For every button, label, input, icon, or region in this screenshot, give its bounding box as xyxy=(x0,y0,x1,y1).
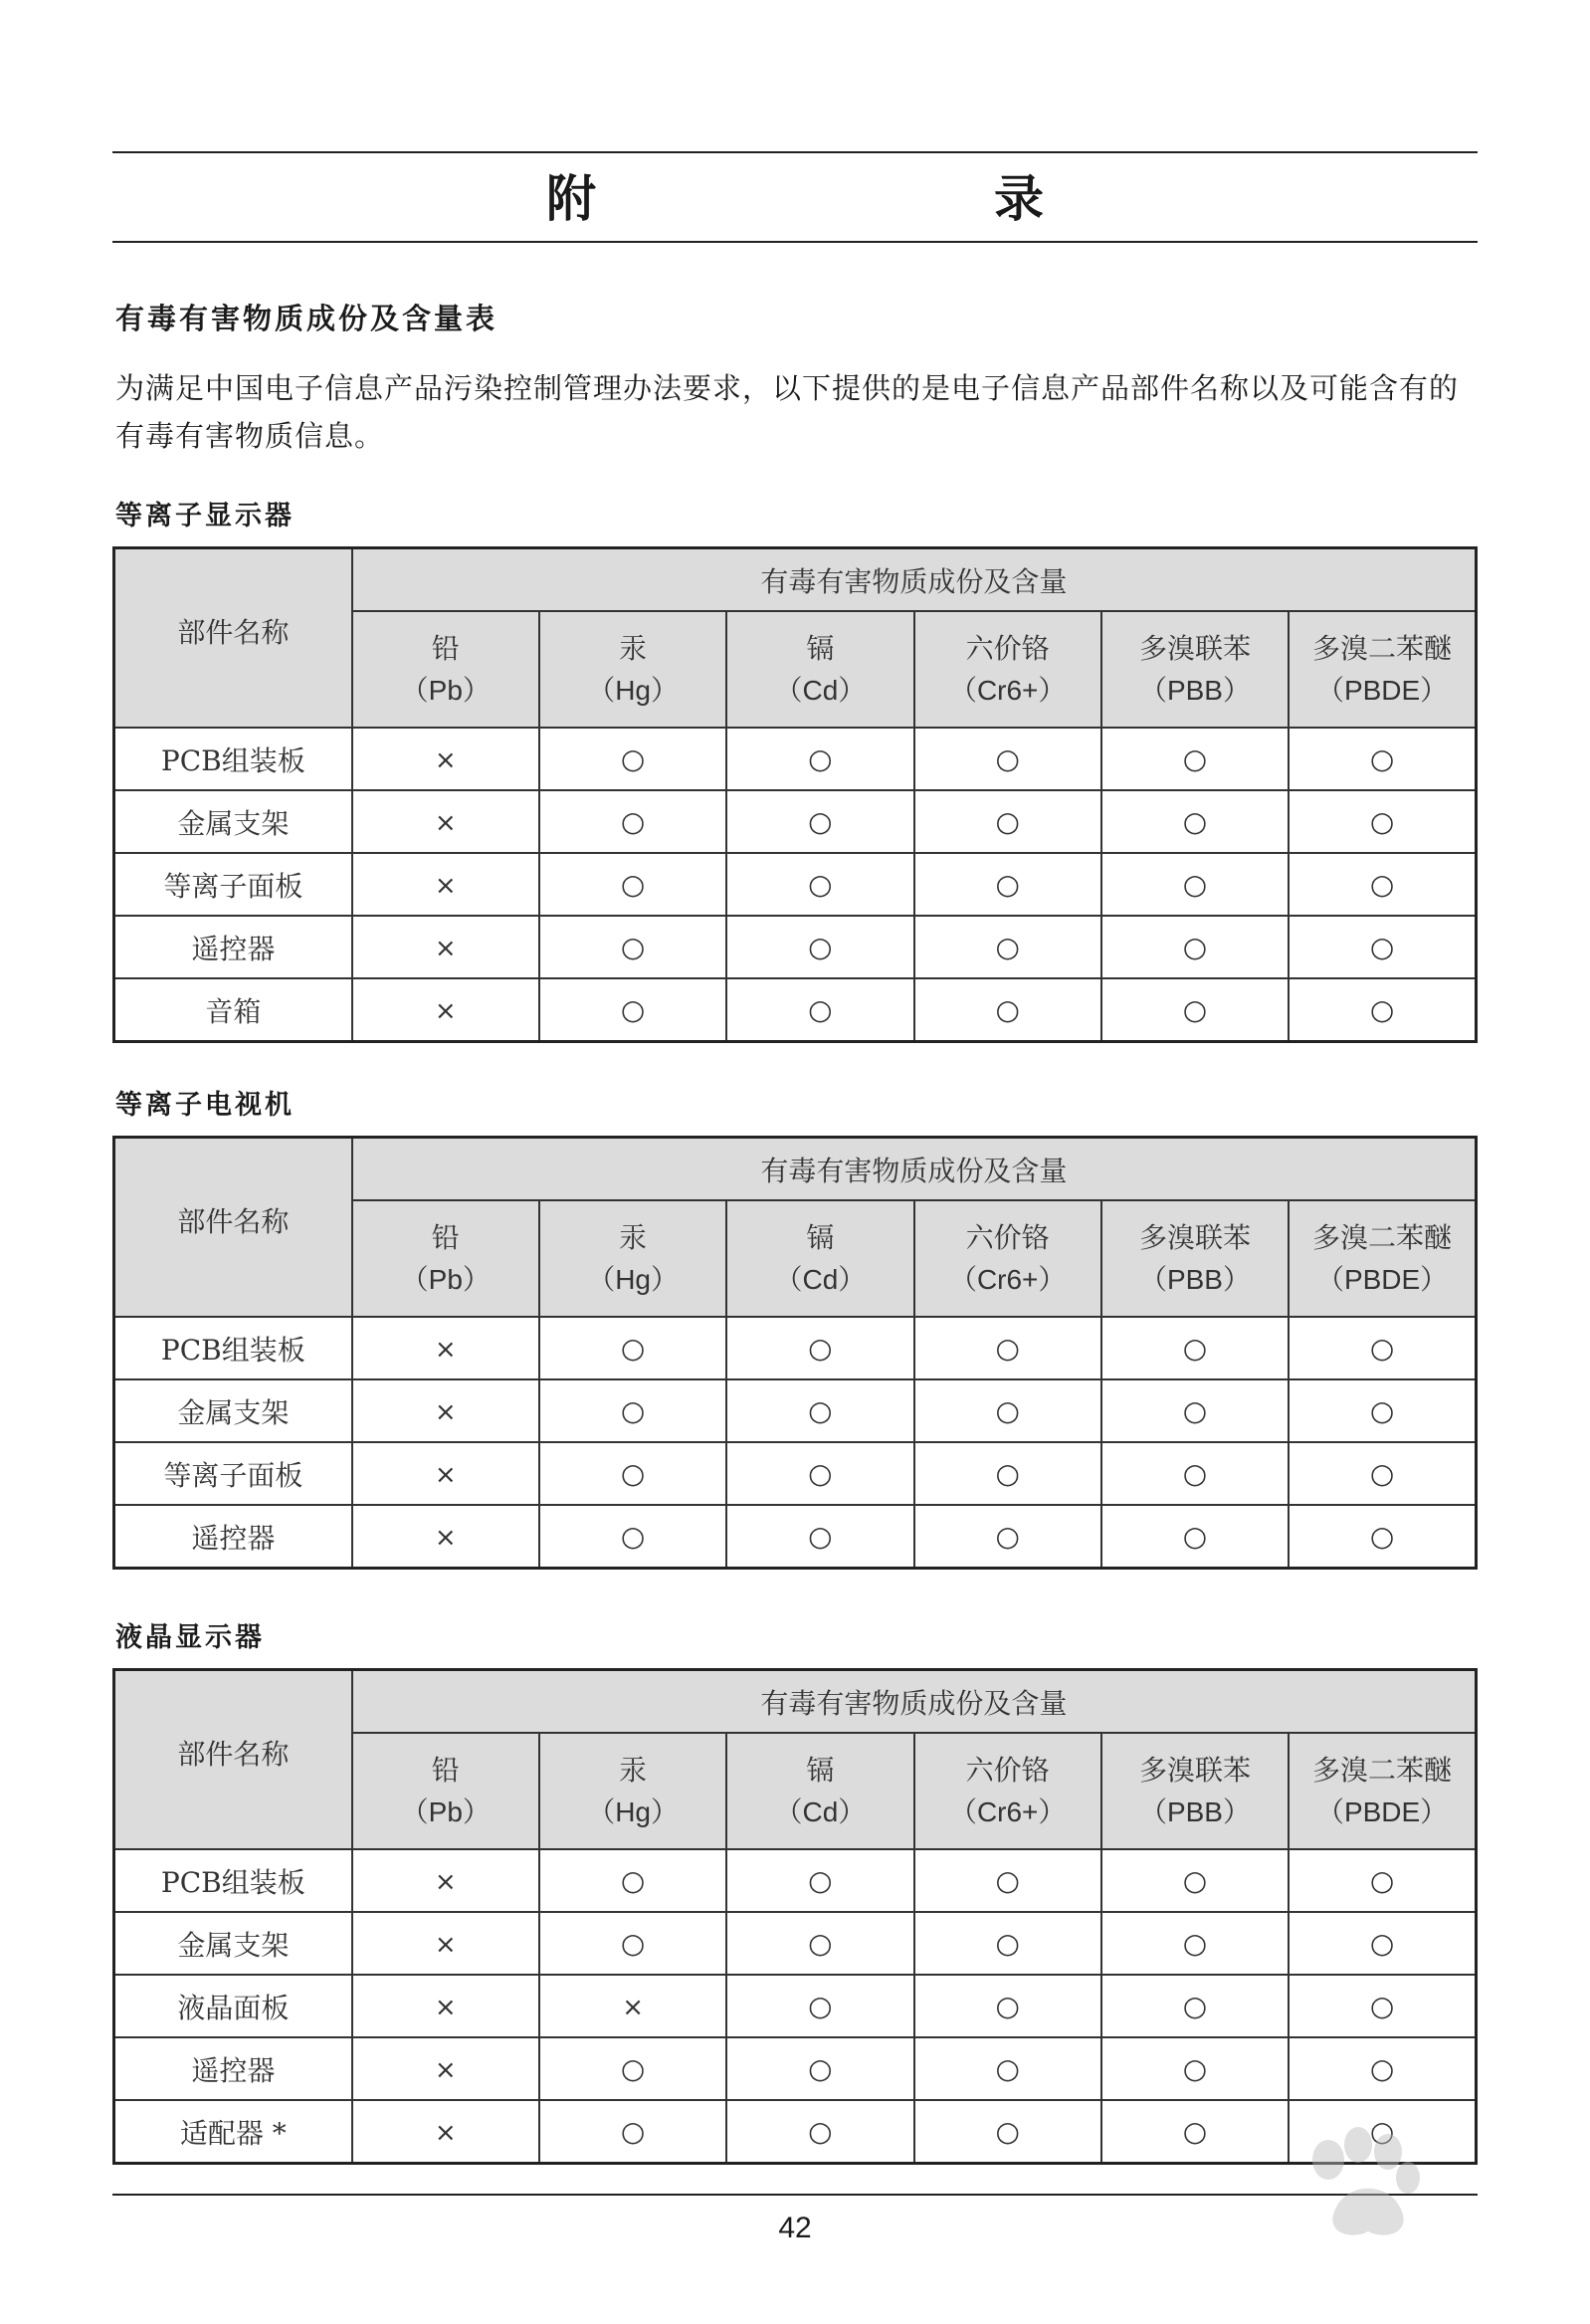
substance-name: 多溴二苯醚 xyxy=(1312,631,1453,665)
within-limit-mark xyxy=(914,790,1101,853)
substance-header xyxy=(914,1733,1101,1849)
within-limit-mark xyxy=(914,1912,1101,1975)
cross-icon: × xyxy=(434,2055,457,2085)
table-row xyxy=(114,1379,1477,1442)
circle-icon: ○ xyxy=(808,1332,833,1365)
within-limit-mark xyxy=(1101,1317,1289,1379)
circle-icon: ○ xyxy=(620,1864,646,1897)
substance-formula: （Hg） xyxy=(587,1796,679,1827)
cross-icon: × xyxy=(434,934,457,963)
substance-formula: （Pb） xyxy=(400,1796,491,1827)
circle-icon: ○ xyxy=(620,931,646,963)
substance-name: 多溴联苯 xyxy=(1138,631,1251,665)
table-row xyxy=(114,728,1477,790)
circle-icon: ○ xyxy=(995,1864,1020,1897)
part-name-header: 部件名称 xyxy=(114,548,352,729)
substance-name: 镉 xyxy=(806,631,835,665)
within-limit-mark xyxy=(539,1912,726,1975)
substance-formula: （PBDE） xyxy=(1315,674,1449,706)
substance-name: 镉 xyxy=(806,1220,835,1254)
substance-formula: （Hg） xyxy=(587,1263,679,1295)
within-limit-mark xyxy=(726,916,913,978)
cross-icon: × xyxy=(434,808,457,838)
cross-icon: × xyxy=(434,871,457,901)
cross-icon: × xyxy=(434,1993,457,2022)
circle-icon: ○ xyxy=(1182,1394,1208,1427)
circle-icon: ○ xyxy=(620,1520,646,1553)
cross-icon: × xyxy=(434,1397,457,1427)
part-name-cell: 等离子面板 xyxy=(114,853,352,916)
circle-icon: ○ xyxy=(808,1520,833,1553)
table-row xyxy=(114,1442,1477,1505)
substance-formula: （PBB） xyxy=(1138,1263,1251,1295)
circle-icon: ○ xyxy=(808,1864,833,1897)
circle-icon: ○ xyxy=(995,1520,1020,1553)
circle-icon: ○ xyxy=(620,868,646,901)
cross-icon: × xyxy=(434,2118,457,2148)
circle-icon: ○ xyxy=(995,1990,1020,2022)
part-name-cell: 音箱 xyxy=(114,978,352,1042)
part-name-cell: PCB组装板 xyxy=(114,728,352,790)
within-limit-mark xyxy=(726,2037,913,2100)
exceeds-limit-mark xyxy=(352,1317,539,1379)
circle-icon: ○ xyxy=(1369,931,1395,963)
within-limit-mark xyxy=(1101,853,1289,916)
exceeds-limit-mark xyxy=(352,1975,539,2037)
hazard-table-plasma-tv xyxy=(112,1136,1478,1570)
circle-icon: ○ xyxy=(1182,2052,1208,2085)
within-limit-mark xyxy=(914,2037,1101,2100)
within-limit-mark xyxy=(1101,1442,1289,1505)
circle-icon: ○ xyxy=(808,1457,833,1490)
substance-formula: （Hg） xyxy=(587,674,679,706)
part-name-cell: 等离子面板 xyxy=(114,1442,352,1505)
intro-paragraph: 为满足中国电子信息产品污染控制管理办法要求，以下提供的是电子信息产品部件名称以及可能含有的有毒有害物质信息。 xyxy=(115,371,1460,453)
hazard-table-lcd-display xyxy=(112,1668,1478,2165)
circle-icon: ○ xyxy=(1369,742,1395,775)
substance-header xyxy=(726,611,913,728)
substance-name: 六价铬 xyxy=(965,631,1050,665)
circle-icon: ○ xyxy=(1369,1864,1395,1897)
within-limit-mark xyxy=(1289,1849,1476,1912)
exceeds-limit-mark xyxy=(352,1379,539,1442)
substance-formula: （PBB） xyxy=(1138,1796,1251,1827)
exceeds-limit-mark xyxy=(352,2100,539,2164)
part-name-cell: 金属支架 xyxy=(114,1379,352,1442)
circle-icon: ○ xyxy=(1369,868,1395,901)
cross-icon: × xyxy=(434,996,457,1026)
part-name-header: 部件名称 xyxy=(114,1138,352,1318)
substance-name: 多溴联苯 xyxy=(1138,1220,1251,1254)
substance-group-header: 有毒有害物质成份及含量 xyxy=(352,548,1477,612)
circle-icon: ○ xyxy=(808,742,833,775)
within-limit-mark xyxy=(539,1505,726,1569)
exceeds-limit-mark xyxy=(352,1849,539,1912)
circle-icon: ○ xyxy=(1182,742,1208,775)
substance-header xyxy=(1289,1733,1476,1849)
exceeds-limit-mark xyxy=(352,1912,539,1975)
within-limit-mark xyxy=(1289,728,1476,790)
within-limit-mark xyxy=(539,853,726,916)
circle-icon: ○ xyxy=(620,742,646,775)
circle-icon: ○ xyxy=(1369,1394,1395,1427)
substance-header xyxy=(726,1200,913,1317)
within-limit-mark xyxy=(1101,1505,1289,1569)
circle-icon: ○ xyxy=(995,742,1020,775)
table-row xyxy=(114,1849,1477,1912)
within-limit-mark xyxy=(539,916,726,978)
within-limit-mark xyxy=(726,1505,913,1569)
table-row xyxy=(114,2037,1477,2100)
exceeds-limit-mark xyxy=(352,853,539,916)
circle-icon: ○ xyxy=(620,993,646,1026)
substance-name: 汞 xyxy=(619,631,648,665)
within-limit-mark xyxy=(914,853,1101,916)
substance-header xyxy=(352,1200,539,1317)
circle-icon: ○ xyxy=(995,1457,1020,1490)
circle-icon: ○ xyxy=(808,1394,833,1427)
circle-icon: ○ xyxy=(808,2115,833,2148)
substance-header xyxy=(539,611,726,728)
circle-icon: ○ xyxy=(620,1332,646,1365)
substance-formula: （Cr6+） xyxy=(948,674,1067,706)
within-limit-mark xyxy=(1289,1442,1476,1505)
part-name-cell: 适配器 * xyxy=(114,2100,352,2164)
circle-icon: ○ xyxy=(808,993,833,1026)
circle-icon: ○ xyxy=(1182,1864,1208,1897)
table-row xyxy=(114,1912,1477,1975)
part-name-cell: 遥控器 xyxy=(114,1505,352,1569)
cross-icon: × xyxy=(434,1335,457,1365)
part-name-cell: 遥控器 xyxy=(114,916,352,978)
circle-icon: ○ xyxy=(1182,805,1208,838)
within-limit-mark xyxy=(1101,728,1289,790)
within-limit-mark xyxy=(539,1379,726,1442)
substance-header xyxy=(352,611,539,728)
within-limit-mark xyxy=(1289,2100,1476,2164)
within-limit-mark xyxy=(726,728,913,790)
table-row xyxy=(114,853,1477,916)
substance-formula: （Pb） xyxy=(400,1263,491,1295)
substance-name: 六价铬 xyxy=(965,1220,1050,1254)
within-limit-mark xyxy=(726,853,913,916)
circle-icon: ○ xyxy=(1182,1927,1208,1960)
circle-icon: ○ xyxy=(808,805,833,838)
within-limit-mark xyxy=(539,1317,726,1379)
within-limit-mark xyxy=(1101,978,1289,1042)
exceeds-limit-mark xyxy=(352,1442,539,1505)
substance-formula: （PBB） xyxy=(1138,674,1251,706)
circle-icon: ○ xyxy=(808,868,833,901)
substance-name: 镉 xyxy=(806,1753,835,1787)
substance-header xyxy=(1101,611,1289,728)
substance-name: 多溴二苯醚 xyxy=(1312,1220,1453,1254)
within-limit-mark xyxy=(914,728,1101,790)
within-limit-mark xyxy=(914,978,1101,1042)
substance-formula: （Cr6+） xyxy=(948,1796,1067,1827)
circle-icon: ○ xyxy=(1369,1332,1395,1365)
within-limit-mark xyxy=(1101,916,1289,978)
substance-header xyxy=(539,1200,726,1317)
within-limit-mark xyxy=(1101,1912,1289,1975)
within-limit-mark xyxy=(726,790,913,853)
cross-icon: × xyxy=(434,1523,457,1553)
substance-header xyxy=(352,1733,539,1849)
circle-icon: ○ xyxy=(620,1927,646,1960)
substance-formula: （Cd） xyxy=(774,674,867,706)
exceeds-limit-mark xyxy=(352,790,539,853)
substance-header xyxy=(1289,611,1476,728)
circle-icon: ○ xyxy=(1369,1520,1395,1553)
title-rule xyxy=(112,241,1478,243)
within-limit-mark xyxy=(1289,978,1476,1042)
circle-icon: ○ xyxy=(620,2115,646,2148)
circle-icon: ○ xyxy=(995,1332,1020,1365)
page-title: 附 录 xyxy=(546,170,1143,228)
page-number: 42 xyxy=(778,2212,812,2244)
within-limit-mark xyxy=(914,916,1101,978)
substance-name: 多溴联苯 xyxy=(1138,1753,1251,1787)
circle-icon: ○ xyxy=(620,805,646,838)
circle-icon: ○ xyxy=(995,931,1020,963)
substance-formula: （Cd） xyxy=(774,1263,867,1295)
substance-formula: （Cr6+） xyxy=(948,1263,1067,1295)
within-limit-mark xyxy=(726,1912,913,1975)
within-limit-mark xyxy=(1289,853,1476,916)
part-name-cell: PCB组装板 xyxy=(114,1317,352,1379)
substance-group-header: 有毒有害物质成份及含量 xyxy=(352,1138,1477,1201)
circle-icon: ○ xyxy=(1369,1990,1395,2022)
exceeds-limit-mark xyxy=(352,2037,539,2100)
substance-header xyxy=(1101,1200,1289,1317)
substance-header xyxy=(1289,1200,1476,1317)
exceeds-limit-mark xyxy=(352,916,539,978)
within-limit-mark xyxy=(726,1317,913,1379)
within-limit-mark xyxy=(1101,790,1289,853)
circle-icon: ○ xyxy=(620,1394,646,1427)
substance-formula: （PBDE） xyxy=(1315,1263,1449,1295)
circle-icon: ○ xyxy=(1182,993,1208,1026)
part-name-cell: 金属支架 xyxy=(114,790,352,853)
within-limit-mark xyxy=(1289,1317,1476,1379)
circle-icon: ○ xyxy=(1369,2052,1395,2085)
within-limit-mark xyxy=(539,978,726,1042)
substance-header xyxy=(726,1733,913,1849)
circle-icon: ○ xyxy=(995,805,1020,838)
circle-icon: ○ xyxy=(1182,1457,1208,1490)
circle-icon: ○ xyxy=(1369,993,1395,1026)
substance-header xyxy=(1101,1733,1289,1849)
circle-icon: ○ xyxy=(620,2052,646,2085)
within-limit-mark xyxy=(914,1505,1101,1569)
circle-icon: ○ xyxy=(1182,931,1208,963)
within-limit-mark xyxy=(914,1379,1101,1442)
circle-icon: ○ xyxy=(1182,2115,1208,2148)
footer-rule xyxy=(112,2194,1478,2196)
circle-icon: ○ xyxy=(1182,1520,1208,1553)
part-name-header: 部件名称 xyxy=(114,1670,352,1850)
table-caption: 液晶显示器 xyxy=(115,1622,265,1653)
within-limit-mark xyxy=(1101,2037,1289,2100)
within-limit-mark xyxy=(914,1317,1101,1379)
part-name-cell: 液晶面板 xyxy=(114,1975,352,2037)
within-limit-mark xyxy=(539,790,726,853)
within-limit-mark xyxy=(539,2100,726,2164)
table-row xyxy=(114,1505,1477,1569)
within-limit-mark xyxy=(1289,916,1476,978)
within-limit-mark xyxy=(1101,1379,1289,1442)
circle-icon: ○ xyxy=(1369,2115,1395,2148)
substance-name: 六价铬 xyxy=(965,1753,1050,1787)
circle-icon: ○ xyxy=(808,931,833,963)
within-limit-mark xyxy=(1101,1849,1289,1912)
circle-icon: ○ xyxy=(1182,1990,1208,2022)
circle-icon: ○ xyxy=(995,2052,1020,2085)
circle-icon: ○ xyxy=(1182,1332,1208,1365)
substance-formula: （Pb） xyxy=(400,674,491,706)
within-limit-mark xyxy=(539,2037,726,2100)
within-limit-mark xyxy=(539,728,726,790)
cross-icon: × xyxy=(434,1867,457,1897)
within-limit-mark xyxy=(1289,790,1476,853)
cross-icon: × xyxy=(434,745,457,775)
substance-name: 铅 xyxy=(431,1220,460,1254)
part-name-cell: 遥控器 xyxy=(114,2037,352,2100)
exceeds-limit-mark xyxy=(352,978,539,1042)
circle-icon: ○ xyxy=(808,1990,833,2022)
substance-name: 铅 xyxy=(431,1753,460,1787)
substance-name: 铅 xyxy=(431,631,460,665)
circle-icon: ○ xyxy=(1369,1927,1395,1960)
circle-icon: ○ xyxy=(1369,1457,1395,1490)
substance-group-header: 有毒有害物质成份及含量 xyxy=(352,1670,1477,1734)
within-limit-mark xyxy=(1101,1975,1289,2037)
substance-formula: （Cd） xyxy=(774,1796,867,1827)
circle-icon: ○ xyxy=(620,1457,646,1490)
table-row xyxy=(114,916,1477,978)
circle-icon: ○ xyxy=(995,868,1020,901)
within-limit-mark xyxy=(1289,2037,1476,2100)
exceeds-limit-mark xyxy=(539,1975,726,2037)
exceeds-limit-mark xyxy=(352,728,539,790)
within-limit-mark xyxy=(726,1975,913,2037)
within-limit-mark xyxy=(1101,2100,1289,2164)
substance-header xyxy=(914,1200,1101,1317)
within-limit-mark xyxy=(914,1849,1101,1912)
substance-header xyxy=(539,1733,726,1849)
circle-icon: ○ xyxy=(808,1927,833,1960)
substance-formula: （PBDE） xyxy=(1315,1796,1449,1827)
within-limit-mark xyxy=(726,2100,913,2164)
within-limit-mark xyxy=(539,1442,726,1505)
within-limit-mark xyxy=(1289,1505,1476,1569)
substance-name: 多溴二苯醚 xyxy=(1312,1753,1453,1787)
table-row xyxy=(114,1317,1477,1379)
part-name-cell: PCB组装板 xyxy=(114,1849,352,1912)
cross-icon: × xyxy=(434,1460,457,1490)
hazard-table-plasma-display xyxy=(112,546,1478,1043)
cross-icon: × xyxy=(622,1993,644,2022)
header-row xyxy=(114,1138,1477,1201)
substance-name: 汞 xyxy=(619,1753,648,1787)
within-limit-mark xyxy=(1289,1975,1476,2037)
table-row xyxy=(114,2100,1477,2164)
table-row xyxy=(114,1975,1477,2037)
table-row xyxy=(114,978,1477,1042)
within-limit-mark xyxy=(914,2100,1101,2164)
circle-icon: ○ xyxy=(995,1394,1020,1427)
substance-name: 汞 xyxy=(619,1220,648,1254)
within-limit-mark xyxy=(726,1849,913,1912)
exceeds-limit-mark xyxy=(352,1505,539,1569)
circle-icon: ○ xyxy=(995,2115,1020,2148)
header-row xyxy=(114,1670,1477,1734)
part-name-cell: 金属支架 xyxy=(114,1912,352,1975)
within-limit-mark xyxy=(726,1442,913,1505)
section-heading: 有毒有害物质成份及含量表 xyxy=(115,302,498,335)
top-rule xyxy=(112,151,1478,153)
circle-icon: ○ xyxy=(995,993,1020,1026)
within-limit-mark xyxy=(539,1849,726,1912)
header-row xyxy=(114,548,1477,612)
within-limit-mark xyxy=(914,1442,1101,1505)
within-limit-mark xyxy=(726,1379,913,1442)
within-limit-mark xyxy=(914,1975,1101,2037)
table-caption: 等离子显示器 xyxy=(115,501,295,531)
within-limit-mark xyxy=(1289,1379,1476,1442)
circle-icon: ○ xyxy=(1369,805,1395,838)
within-limit-mark xyxy=(1289,1912,1476,1975)
circle-icon: ○ xyxy=(808,2052,833,2085)
table-caption: 等离子电视机 xyxy=(115,1090,295,1121)
table-row xyxy=(114,790,1477,853)
within-limit-mark xyxy=(726,978,913,1042)
substance-header xyxy=(914,611,1101,728)
circle-icon: ○ xyxy=(995,1927,1020,1960)
cross-icon: × xyxy=(434,1930,457,1960)
circle-icon: ○ xyxy=(1182,868,1208,901)
